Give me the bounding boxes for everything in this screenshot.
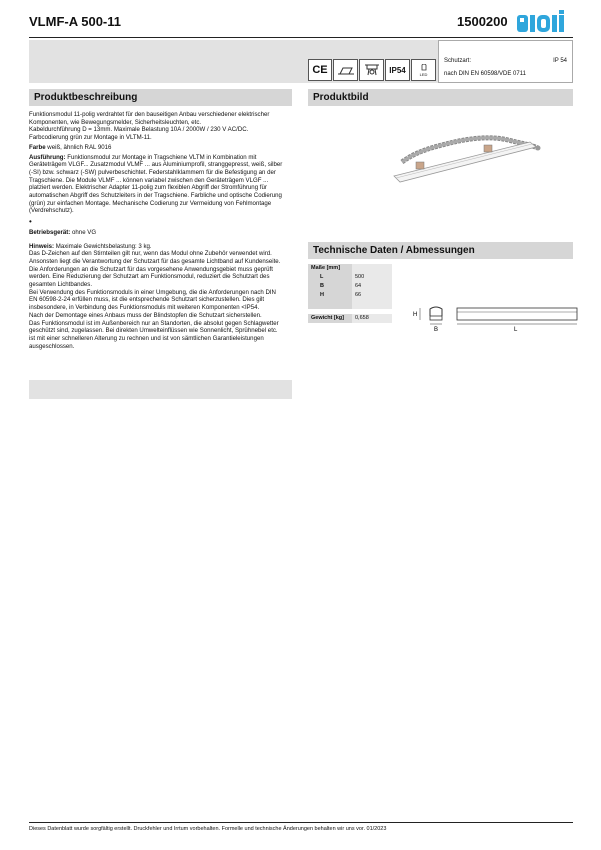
bullet: • <box>29 217 32 227</box>
gewicht-label: Gewicht [kg] <box>308 314 352 323</box>
hinweis-line: Ansonsten liegt die Verantwortung der Schutzart für das gesamte Lichtband auf Kundenseite. <box>29 257 281 265</box>
hinweis-line: ist mit einer schnelleren Alterung zu rechnen und ist von sämtlichen Garantieleistungen <box>29 334 264 342</box>
description-heading: Produktbeschreibung <box>29 89 292 106</box>
ausfuehrung-text <box>29 161 297 215</box>
dimension-value: 66 <box>352 291 392 300</box>
led-icon: LED <box>411 59 436 81</box>
protection-class-box <box>438 40 573 83</box>
hinweis-line: insbesondere, in Verbindung des Funktionsmoduls mit weiteren Komponenten <IP54. <box>29 304 260 312</box>
ausfuehrung-line: Geräteträgem VLGF... Zusatzmodul VLMF ... aus Aluminiumprofil, stranggepresst, weiß, silber <box>29 161 283 169</box>
ausfuehrung-line: (Verdrehschutz). <box>29 207 74 215</box>
ce-mark-icon: CE <box>308 59 332 81</box>
hinweis-line: Hinweis: Maximale Gewichtsbelastung: 3 kg. <box>29 242 152 250</box>
hinweis-line: EN 60598-2-24 erfüllen muss, ist die entsprechende Schutzart sicherzustellen. Dies gilt <box>29 296 265 304</box>
dim-l-label: L <box>514 327 518 332</box>
article-number: 1500200 <box>457 14 508 29</box>
header-divider <box>29 37 573 38</box>
ausfuehrung-line: Ausführung: Funktionsmodul zur Montage in Tragschiene VLTM in Kombination mit <box>29 153 257 161</box>
hinweis-line: werden. Eine Reduzierung der Schutzart am Funktionsmodul, reduziert die Schutzart des <box>29 273 270 281</box>
dimension-label: H <box>308 291 352 300</box>
protection-standard: nach DIN EN 60598/VDE 0711 <box>444 71 526 77</box>
dim-h-label: H <box>413 312 418 318</box>
description-body <box>29 111 297 350</box>
protection-value: IP 54 <box>553 58 567 64</box>
farbe-line: Farbe weiß, ähnlich RAL 9016 <box>29 143 112 151</box>
dim-b-label: B <box>434 327 439 332</box>
footer-divider <box>29 822 573 823</box>
ausfuehrung-line: automatischen Abgriff des Schutzleiters in der Tragschiene. Farbliche und optische Codierung <box>29 192 282 200</box>
image-heading: Produktbild <box>308 89 573 106</box>
description-line: Farbcodierung grün zur Montage in VLTM-11. <box>29 134 152 142</box>
hinweis-line: geschützt sind, zugelassen. Bei direkten Umwelteinflüssen wie Sonnenlicht, Sprühnebel etc. <box>29 327 278 335</box>
ausfuehrung-line: (-SI) bzw. schwarz (-SW) pulverbeschichtet. Federstahlklammern für die Befestigung an der <box>29 168 276 176</box>
hinweis-line: Die Anforderungen an die Schutzart für das vorgesehene Anwendungsgebiet muss geprüft <box>29 265 273 273</box>
dimension-value: 64 <box>352 282 392 291</box>
product-photo <box>388 128 548 188</box>
hinweis-line: Bei Verwendung des Funktionsmoduls in einer Umgebung, die die Anforderungen nach DIN <box>29 288 276 296</box>
tech-heading: Technische Daten / Abmessungen <box>308 242 573 259</box>
betriebsgeraet-line: Betriebsgerät: ohne VG <box>29 228 97 236</box>
gewicht-value: 0,658 <box>352 314 392 323</box>
description-line: Funktionsmodul 11-polig verdrahtet für den bauseitigen Anbau verschiedener elektrischer <box>29 111 270 118</box>
ip54-icon: IP54 <box>385 59 410 81</box>
description-intro <box>29 111 297 142</box>
ausfuehrung-line: platziert werden. Elektrischer Adapter 11-polig zum flexiblen Abgriff der Stromführung für <box>29 184 267 192</box>
description-line: Kabeldurchführung D = 13mm. Maximale Belastung 10A / 2000W / 230 V AC/DC. <box>29 126 249 134</box>
ridi-logo <box>517 10 573 34</box>
dimension-drawing <box>410 300 580 332</box>
protection-label: Schutzart: <box>444 58 472 64</box>
dimension-value: 500 <box>352 273 392 282</box>
ausfuehrung-line: (grün) zur einfachen Montage. Mechanische Codierung zur Vermeidung von Fehlmontage <box>29 199 272 207</box>
hinweis-text <box>29 250 297 350</box>
product-name: VLMF-A 500-11 <box>29 14 121 29</box>
hinweis-line: Das Funktionsmodul ist im Außenbereich nur an Standorten, die absolut gegen Schlagwetter <box>29 319 279 327</box>
dimension-label: B <box>308 282 352 291</box>
dimensions-table <box>308 264 392 330</box>
description-footer-bar <box>29 380 292 399</box>
hinweis-line: Das D-Zeichen auf den Stirnteilen gilt nur, wenn das Modul ohne Zubehör verwendet wird. <box>29 250 272 258</box>
hinweis-line: ausgeschlossen. <box>29 342 75 350</box>
hinweis-line: gesamten Lichtbandes. <box>29 281 93 289</box>
mounting-surface-icon <box>333 59 358 81</box>
description-line: Komponenten, wie Bewegungsmelder, Sicherheitsleuchten, etc. <box>29 118 202 126</box>
hinweis-line: Nach der Demontage eines Anbaus muss der Blindstopfen die Schutzart sicherstellen. <box>29 311 262 319</box>
footer-disclaimer: Dieses Datenblatt wurde sorgfältig erstellt. Druckfehler und Irrtum vorbehalten. Formelle und technische Änderungen behalten wir uns vor. 01/2023 <box>29 826 387 832</box>
dimension-label: L <box>308 273 352 282</box>
luminaire-class-icon <box>359 59 384 81</box>
masse-label: Maße [mm] <box>308 264 352 273</box>
ausfuehrung-line: Tragschiene. Die Module VLMF ... können variabel zwischen den Geräteträgem VLGF ... <box>29 176 269 184</box>
